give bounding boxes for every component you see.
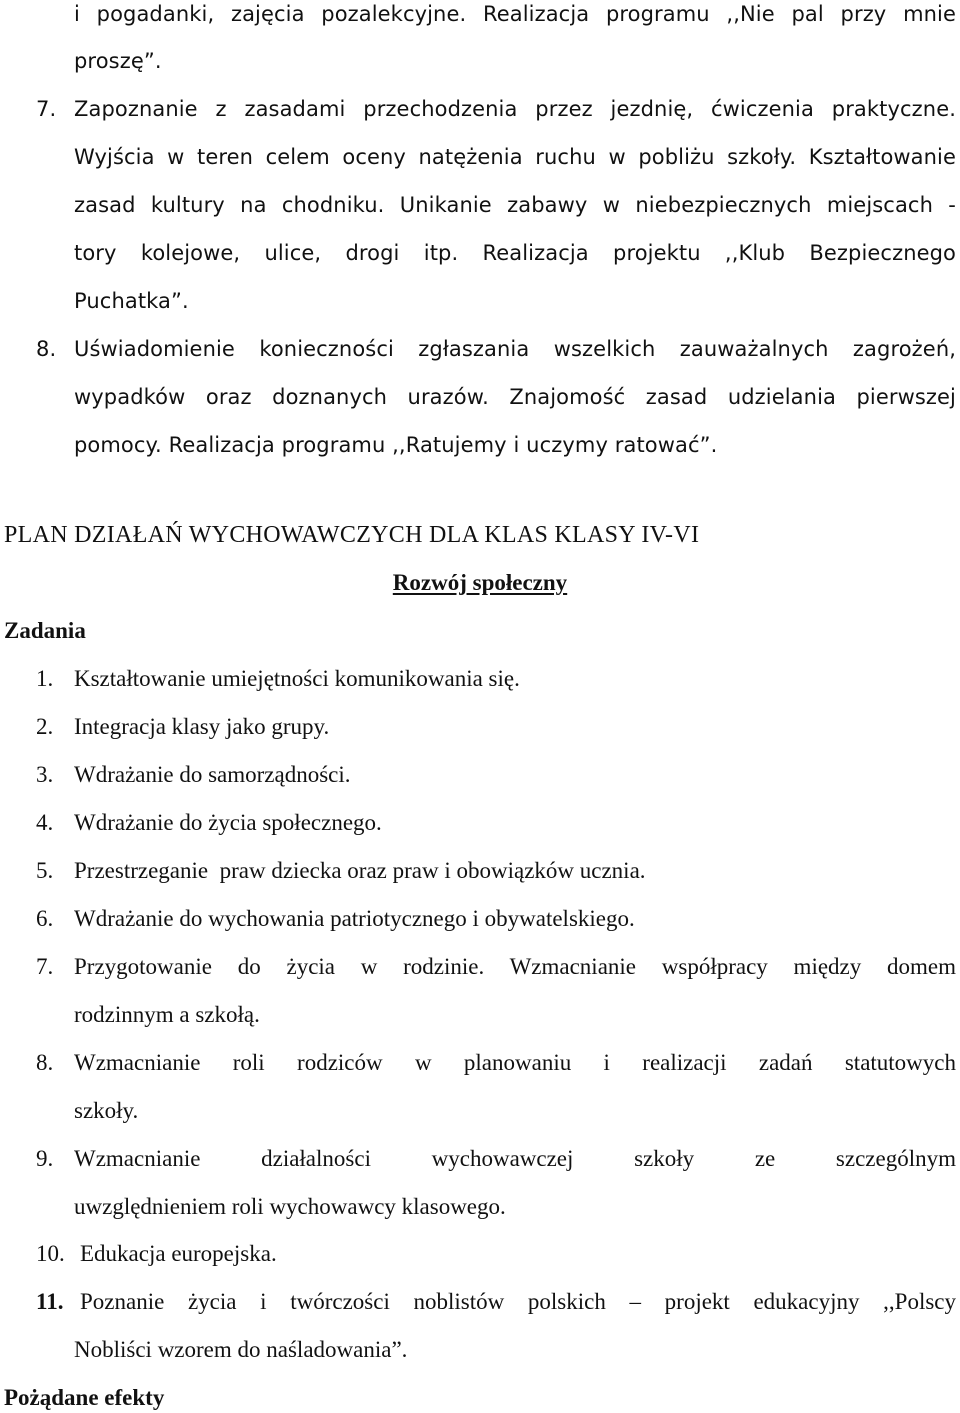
list-item-line: Puchatka”. — [74, 289, 189, 313]
list-item-line: pomocy. Realizacja programu ,,Ratujemy i uczymy ratować”. — [74, 433, 718, 457]
section-heading: PLAN DZIAŁAŃ WYCHOWAWCZYCH DLA KLAS KLASY IV-VI — [4, 522, 700, 548]
list-item-line: Uświadomienie konieczności zgłaszania wszelkich zauważalnych zagrożeń, — [74, 337, 956, 361]
list-item-line: Wdrażanie do życia społecznego. — [74, 810, 382, 835]
list-item-line: uwzględnieniem roli wychowawcy klasowego. — [74, 1194, 506, 1219]
list-number: 11. — [36, 1289, 64, 1314]
paragraph-line: i pogadanki, zajęcia pozalekcyjne. Realizacja programu ,,Nie pal przy mnie — [74, 2, 956, 26]
list-item-line: Wdrażanie do wychowania patriotycznego i obywatelskiego. — [74, 906, 635, 931]
list-item-line: tory kolejowe, ulice, drogi itp. Realizacja projektu ,,Klub Bezpiecznego — [74, 241, 956, 265]
list-number: 8. — [36, 1050, 54, 1075]
list-item-line: Wzmacnianie działalności wychowawczej szkoły ze szczególnym — [74, 1146, 956, 1171]
section-subheading: Rozwój społeczny — [392, 570, 568, 595]
list-item-line: Edukacja europejska. — [80, 1241, 277, 1266]
list-number: 9. — [36, 1146, 54, 1171]
list-number: 2. — [36, 714, 54, 739]
list-item-line: szkoły. — [74, 1098, 139, 1123]
list-item-line: wypadków oraz doznanych urazów. Znajomość zasad udzielania pierwszej — [74, 385, 956, 409]
list-number: 1. — [36, 666, 54, 691]
list-item-line: Przygotowanie do życia w rodzinie. Wzmacnianie współpracy między domem — [74, 954, 956, 979]
list-item-line: rodzinnym a szkołą. — [74, 1002, 260, 1027]
list-item-line: Kształtowanie umiejętności komunikowania się. — [74, 666, 520, 691]
list-item-line: Nobliści wzorem do naśladowania”. — [74, 1337, 408, 1362]
list-item-line: Integracja klasy jako grupy. — [74, 714, 330, 739]
list-item-line: Poznanie życia i twórczości noblistów polskich – projekt edukacyjny ,,Polscy — [80, 1289, 956, 1314]
list-item-line: Zapoznanie z zasadami przechodzenia przez jezdnię, ćwiczenia praktyczne. — [74, 97, 956, 121]
list-number: 5. — [36, 858, 54, 883]
paragraph-line: proszę”. — [74, 49, 162, 73]
list-number: 4. — [36, 810, 54, 835]
list-number: 3. — [36, 762, 54, 787]
list-item-line: zasad kultury na chodniku. Unikanie zabawy w niebezpiecznych miejscach - — [74, 193, 956, 217]
list-number: 6. — [36, 906, 54, 931]
list-item-line: Przestrzeganie praw dziecka oraz praw i obowiązków ucznia. — [74, 858, 646, 883]
list-number: 7. — [36, 954, 54, 979]
list-item-line: Wzmacnianie roli rodziców w planowaniu i realizacji zadań statutowych — [74, 1050, 956, 1075]
list-number: 8. — [36, 337, 57, 361]
list-number: 10. — [36, 1241, 65, 1266]
list-item-line: Wdrażanie do samorządności. — [74, 762, 351, 787]
list-number: 7. — [36, 97, 57, 121]
list-item-line: Wyjścia w teren celem oceny natężenia ruchu w pobliżu szkoły. Kształtowanie — [74, 145, 956, 169]
effects-label: Pożądane efekty — [4, 1385, 165, 1410]
zadania-label: Zadania — [4, 618, 86, 643]
